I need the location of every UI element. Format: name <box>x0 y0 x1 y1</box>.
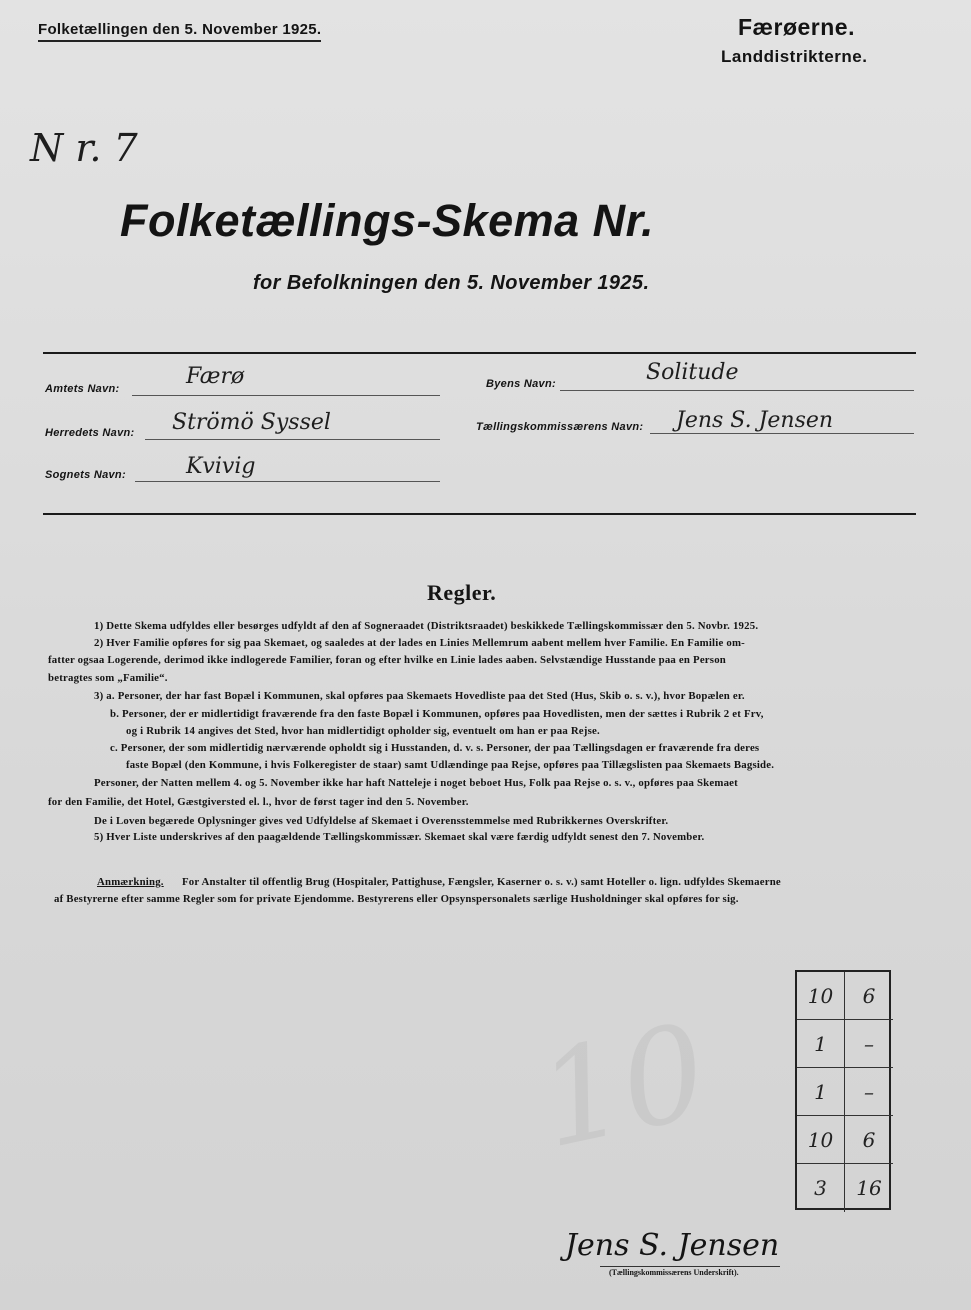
divider-top <box>43 352 916 354</box>
tally-cell: 1 <box>797 1020 845 1068</box>
amt-value: Færø <box>186 364 245 389</box>
by-label: Byens Navn: <box>486 378 556 390</box>
kommissaer-label: Tællingskommissærens Navn: <box>476 421 644 433</box>
rule-line: Personer, der Natten mellem 4. og 5. November ikke har haft Natteleje i noget beboet Hus, Folk paa Rejse o. s. v., opføres paa Skemaet <box>94 777 738 789</box>
rule-line: faste Bopæl (den Kommune, i hvis Folkeregister de staar) samt Udlændinge paa Rejse, opføres paa Tillægslisten paa Skemaets Bagside. <box>126 759 775 771</box>
kommissaer-line <box>650 433 914 434</box>
signature-line <box>600 1266 780 1267</box>
rule-line: c. Personer, der som midlertidig nærværende opholdt sig i Husstanden, d. v. s. Personer, der paa Tællingsdagen er fraværende fra deres <box>110 742 760 754</box>
kommissaer-value: Jens S. Jensen <box>676 408 834 433</box>
rule-line: betragtes som „Familie“. <box>48 672 168 684</box>
herred-value: Strömö Syssel <box>172 410 331 435</box>
tally-cell: 10 <box>797 972 845 1020</box>
by-line <box>560 390 914 391</box>
rule-line: fatter ogsaa Logerende, derimod ikke indlogerede Familier, foran og efter hvilke en Linie lades aaben. Selvstændige Husstande paa en Person <box>48 654 727 666</box>
form-subtitle: for Befolkningen den 5. November 1925. <box>253 272 650 294</box>
note-line-1: For Anstalter til offentlig Brug (Hospitaler, Pattighuse, Fængsler, Kaserner o. s. v.) samt Hoteller o. lign. udfyldes Skemaerne <box>182 876 781 888</box>
herred-label: Herredets Navn: <box>45 427 135 439</box>
header-district-type: Landdistrikterne. <box>721 47 868 66</box>
header-region: Færøerne. <box>738 14 855 40</box>
note-line-2: af Bestyrerne efter samme Regler som for private Ejendomme. Bestyrerens eller Opsynspersonalets særlige Husholdninger skal opføres for sig. <box>54 893 739 905</box>
rule-line: 3) a. Personer, der har fast Bopæl i Kommunen, skal opføres paa Skemaets Hovedliste paa det Sted (Hus, Skib o. s. v.), hvor Bopælen er. <box>94 690 745 702</box>
tally-cell: – <box>845 1068 893 1116</box>
sogn-label: Sognets Navn: <box>45 469 126 481</box>
rule-line: og i Rubrik 14 angives det Sted, hvor han midlertidigt opholder sig, eventuelt om han er paa Rejse. <box>126 725 600 737</box>
signature: Jens S. Jensen <box>565 1228 780 1263</box>
tally-table <box>795 970 891 1210</box>
sogn-line <box>135 481 440 482</box>
tally-cell: – <box>845 1020 893 1068</box>
rule-line: De i Loven begærede Oplysninger gives ved Udfyldelse af Skemaet i Overensstemmelse med Rubrikkernes Overskrifter. <box>94 815 669 827</box>
rule-line: b. Personer, der er midlertidigt fraværende fra den faste Bopæl i Kommunen, opføres paa Hovedlisten, men der sættes i Rubrik 2 et Frv, <box>110 708 764 720</box>
divider-bottom <box>43 513 916 515</box>
handwritten-number: N r. 7 <box>30 126 138 170</box>
rules-title: Regler. <box>427 580 497 605</box>
header-census-date: Folketællingen den 5. November 1925. <box>38 21 321 42</box>
amt-line <box>132 395 440 396</box>
herred-line <box>145 439 440 440</box>
rule-line: 5) Hver Liste underskrives af den paagældende Tællingskommissær. Skemaet skal være færdig udfyldt senest den 7. November. <box>94 831 705 843</box>
rule-line: for den Familie, det Hotel, Gæstgiversted el. l., hvor de først tager ind den 5. November. <box>48 796 469 808</box>
rule-line: 1) Dette Skema udfyldes eller besørges udfyldt af den af Sogneraadet (Distriktsraadet) beskikkede Tællingskommissær den 5. Novbr. 1925. <box>94 620 759 632</box>
tally-cell: 16 <box>856 1176 882 1200</box>
form-title: Folketællings-Skema Nr. <box>120 195 655 246</box>
signature-caption: (Tællingskommissærens Underskrift). <box>609 1268 739 1277</box>
tally-cell: 3 <box>797 1164 845 1212</box>
tally-cell: 6 <box>845 972 893 1020</box>
rule-line: 2) Hver Familie opføres for sig paa Skemaet, og saaledes at der lades en Linies Mellemrum aabent mellem hver Familie. En Familie om- <box>94 637 745 649</box>
tally-cell: 1 <box>797 1068 845 1116</box>
tally-cell: 6 <box>845 1116 893 1164</box>
amt-label: Amtets Navn: <box>45 383 120 395</box>
by-value: Solitude <box>646 360 739 385</box>
note-label: Anmærkning. <box>97 876 164 888</box>
tally-cell: 10 <box>797 1116 845 1164</box>
sogn-value: Kvivig <box>186 454 256 479</box>
pencil-mark: 10 <box>526 994 720 1178</box>
